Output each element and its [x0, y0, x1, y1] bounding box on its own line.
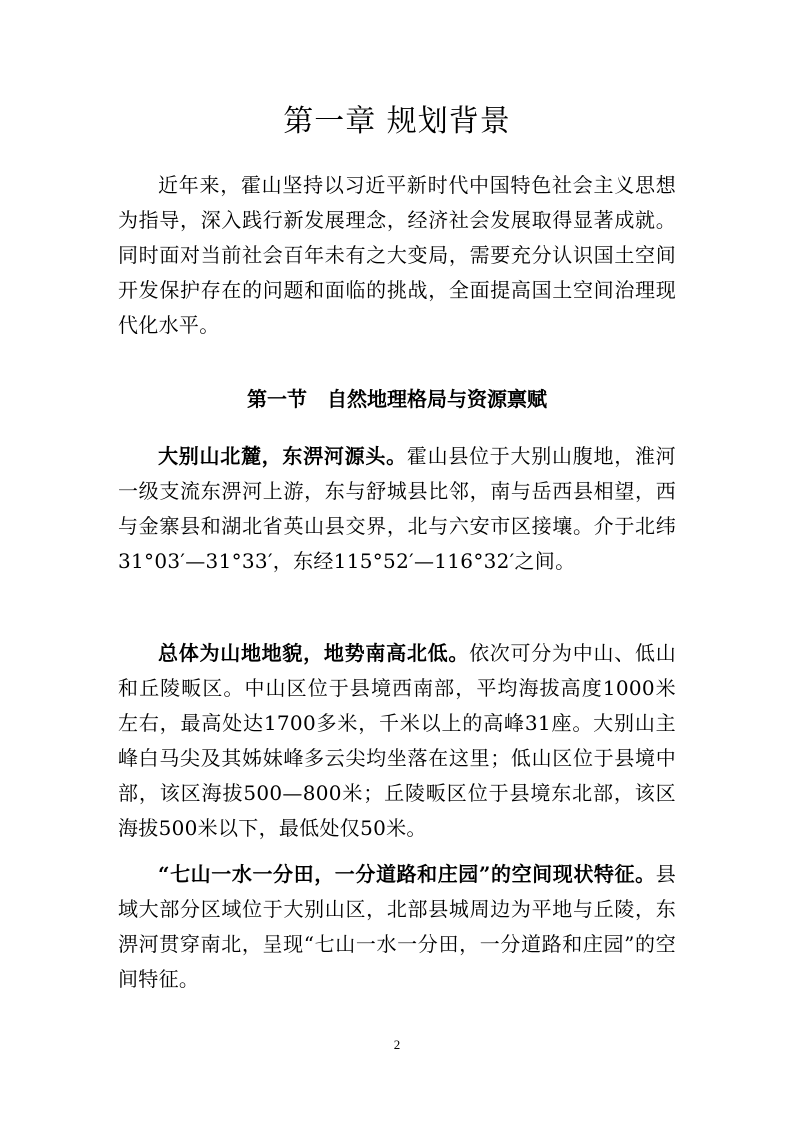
intro-text: 近年来，霍山坚持以习近平新时代中国特色社会主义思想为指导，深入践行新发展理念，经济社会发展取得显著成就。同时面对当前社会百年未有之大变局，需要充分认识国土空间开发保护存在的问题和面临的挑战，全面提高国土空间治理现代化水平。 [118, 173, 676, 337]
chapter-title: 第一章 规划背景 [283, 104, 511, 139]
paragraph-lead: 总体为山地地貌，地势南高北低。 [158, 641, 470, 665]
paragraph-body: 依次可分为中山、低山和丘陵畈区。中山区位于县境西南部，平均海拔高度1000米左右，最高处达1700多米，千米以上的高峰31座。大别山主峰白马尖及其姊妹峰多云尖均坐落在这里；低山区位于县境中部，该区海拔500—800米；丘陵畈区位于县境东北部，该区海拔500米以下，最低处仅50米。 [118, 641, 676, 840]
paragraph-spatial-features [118, 857, 676, 997]
paragraph-body: 霍山县位于大别山腹地，淮河一级支流东淠河上游，东与舒城县比邻，南与岳西县相望，西与金寨县和湖北省英山县交界，北与六安市区接壤。介于北纬31°03′—31°33′，东经115°52′—116°32′之间。 [118, 444, 676, 573]
section-title: 第一节 自然地理格局与资源禀赋 [247, 387, 547, 411]
paragraph-terrain [118, 636, 676, 846]
paragraph-body: 县域大部分区域位于大别山区，北部县城周边为平地与丘陵，东淠河贯穿南北，呈现“七山一水一分田，一分道路和庄园”的空间特征。 [118, 862, 676, 991]
paragraph-lead: “七山一水一分田，一分道路和庄园”的空间现状特征。 [158, 862, 656, 886]
intro-paragraph [118, 168, 676, 343]
paragraph-lead: 大别山北麓，东淠河源头。 [158, 444, 407, 468]
paragraph-location [118, 439, 676, 579]
page-number: 2 [393, 1037, 401, 1052]
